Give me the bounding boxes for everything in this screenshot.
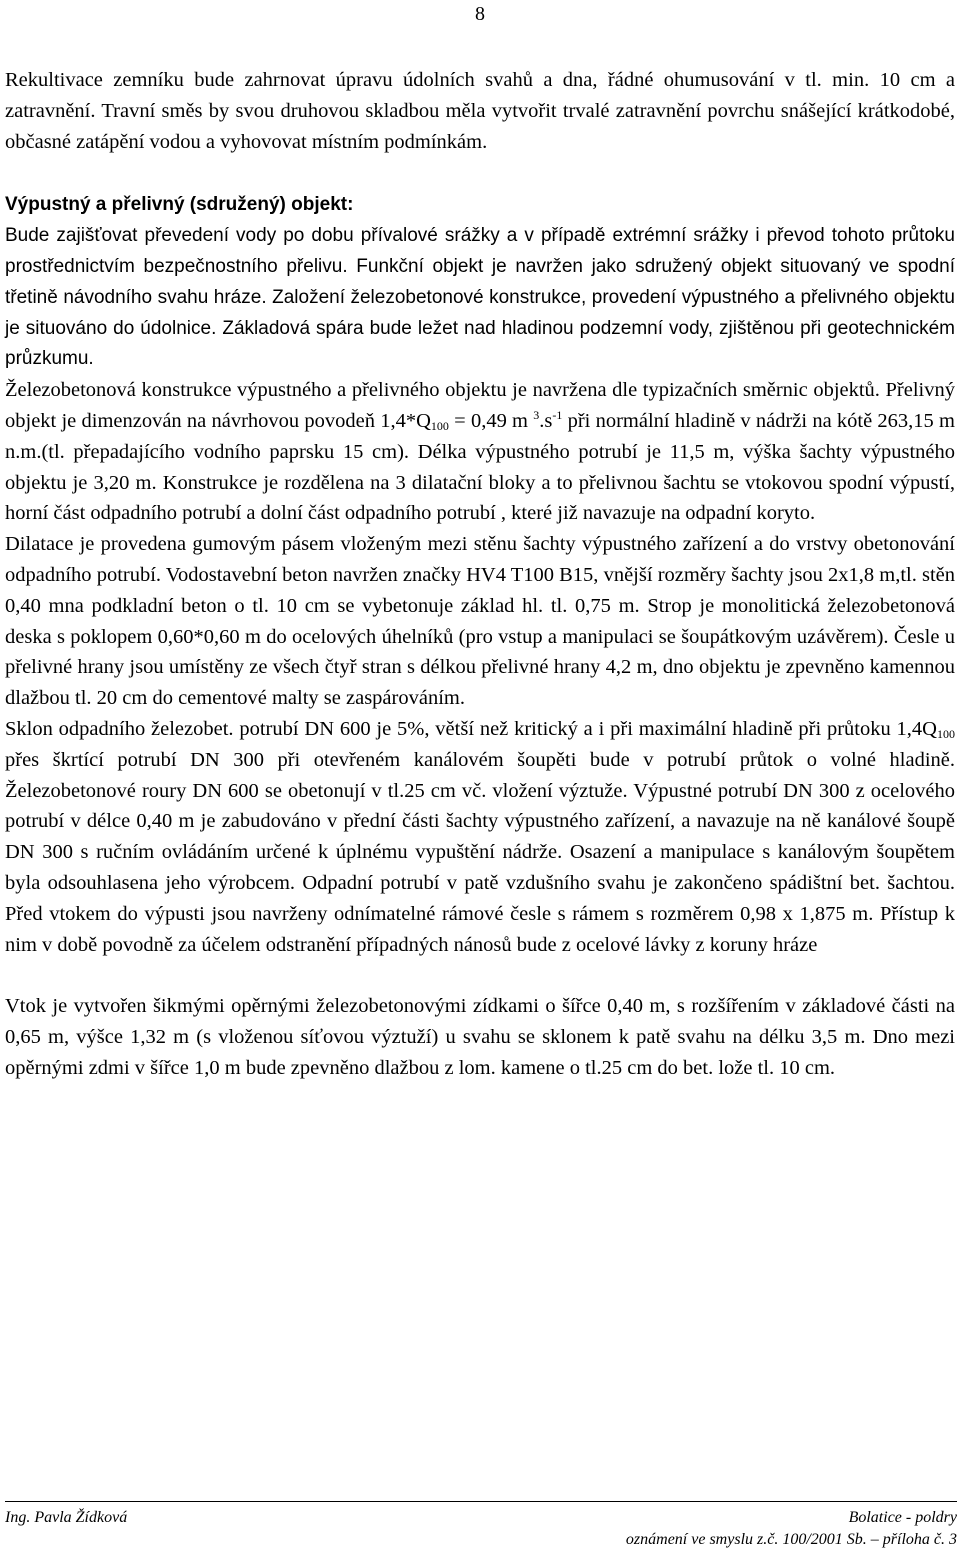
text-run: přes škrtící potrubí DN 300 při otevřeném kanálovém šoupěti bude v potrubí průtok o volné hladině. Železobetonové roury DN 600 se obetonují v tl.25 cm vč. vložení výztuže. Výpustné potrubí DN 300 z ocelového potrubí v délce 0,40 m je zabudováno v přední části šachty výpustného zařízení, a navazuje na ně kanálové šoupě DN 300 s ručním ovládáním určené k úplnému vypuštění nádrže. Osazení a manipulace s kanálovým šoupětem byla odsouhlasena jeho výrobcem. Odpadní potrubí v patě vzdušního svahu je zakončeno spádištní bet. šachtou. Před vtokem do výpusti jsou navrženy odnímatelné rámové česle s rámem s rozměrem 0,98 x 1,875 m. Přístup k nim v době povodně za účelem odstranění případných nánosů bude z ocelové lávky z koruny hráze	[5, 748, 955, 956]
footer-note: oznámení ve smyslu z.č. 100/2001 Sb. – příloha č. 3	[625, 1531, 957, 1548]
subscript: 100	[430, 418, 449, 433]
paragraph-reclamation: Rekultivace zemníku bude zahrnovat úpravu údolních svahů a dna, řádné ohumusování v tl. min. 10 cm a zatravnění. Travní směs by svou druhovou skladbou měla vytvořit trvalé zatravnění povrchu snášející krátkodobé, občasné zatápění vodou a vyhovovat místním podmínkám.	[5, 69, 955, 153]
paragraph-inlet: Vtok je vytvořen šikmými opěrnými železobetonovými zídkami o šířce 0,40 m, s rozšířením v základové části na 0,65 m, výšce 1,32 m (s vloženou síťovou výztuží) u svahu se sklonem k patě svahu na délku 3,5 m. Dno mezi opěrnými zdmi v šířce 1,0 m bude zpevněno dlažbou z lom. kamene o tl.25 cm do bet. lože tl. 10 cm.	[5, 995, 955, 1079]
superscript: 3	[533, 407, 540, 422]
document-body	[5, 65, 955, 1084]
footer-project: Bolatice - poldry	[848, 1509, 957, 1526]
text-run: = 0,49 m	[448, 409, 534, 432]
paragraph-outlet-pipe	[5, 714, 955, 960]
text-run: při normální hladině v nádrži na kótě 263,15 m n.m.(tl. přepadajícího vodního paprsku 15 cm). Délka výpustného potrubí je 11,5 m, výška šachty výpustného objektu je 3,20 m. Konstrukce je rozdělena na 3 dilatační bloky a to přelivnou šachtu se vtokovou spodní výpustí, horní část odpadního potrubí a dolní část odpadního potrubí , které již navazuje na odpadní koryto.	[5, 409, 955, 525]
text-run: .s	[539, 409, 553, 432]
text-run: Sklon odpadního železobet. potrubí DN 600 je 5%, větší než kritický a i při maximální hladině při průtoku 1,4Q	[5, 717, 937, 740]
section-heading: Výpustný a přelivný (sdružený) objekt:	[5, 194, 354, 216]
paragraph-dilatation: Dilatace je provedena gumovým pásem vloženým mezi stěnu šachty výpustného zařízení a do vrstvy obetonování odpadního potrubí. Vodostavební beton navržen značky HV4 T100 B15, vnější rozměry šachty jsou 2x1,8 m,tl. stěn 0,40 mna podkladní beton o tl. 10 cm se vybetonuje základ hl. tl. 0,75 m. Strop je monolitická železobetonová deska s poklopem 0,60*0,60 m do ocelových úhelníků (pro vstup a manipulaci se šoupátkovým uzávěrem). Česle u přelivné hrany jsou umístěny ze všech čtyř stran s délkou přelivné hrany 4,2 m, dno objektu je zpevněno kamennou dlažbou tl. 20 cm do cementové malty se zaspárováním.	[5, 533, 955, 710]
paragraph-spacer	[5, 157, 955, 190]
paragraph-spacer	[5, 960, 955, 991]
paragraph-function: Bude zajišťovat převedení vody po dobu přívalové srážky a v případě extrémní srážky i převod tohoto průtoku prostřednictvím bezpečnostního přelivu. Funkční objekt je navržen jako sdružený objekt situovaný ve spodní třetině návodního svahu hráze. Založení železobetonové konstrukce, provedení výpustného a přelivného objektu je situováno do údolnice. Základová spára bude ležet nad hladinou podzemní vody, zjištěnou při geotechnickém průzkumu.	[5, 225, 955, 370]
paragraph-construction	[5, 375, 955, 529]
footer-author: Ing. Pavla Žídková	[5, 1509, 128, 1526]
text-run: Železobetonová konstrukce výpustného a přelivného objektu je navržena dle typizačních směrnic objektů. Přelivný objekt je dimenzován na návrhovou povodeň 1,4*Q	[5, 379, 955, 432]
subscript: 100	[937, 726, 955, 741]
page-number: 8	[475, 3, 485, 25]
footer-divider	[5, 1501, 957, 1502]
superscript: -1	[552, 407, 563, 422]
